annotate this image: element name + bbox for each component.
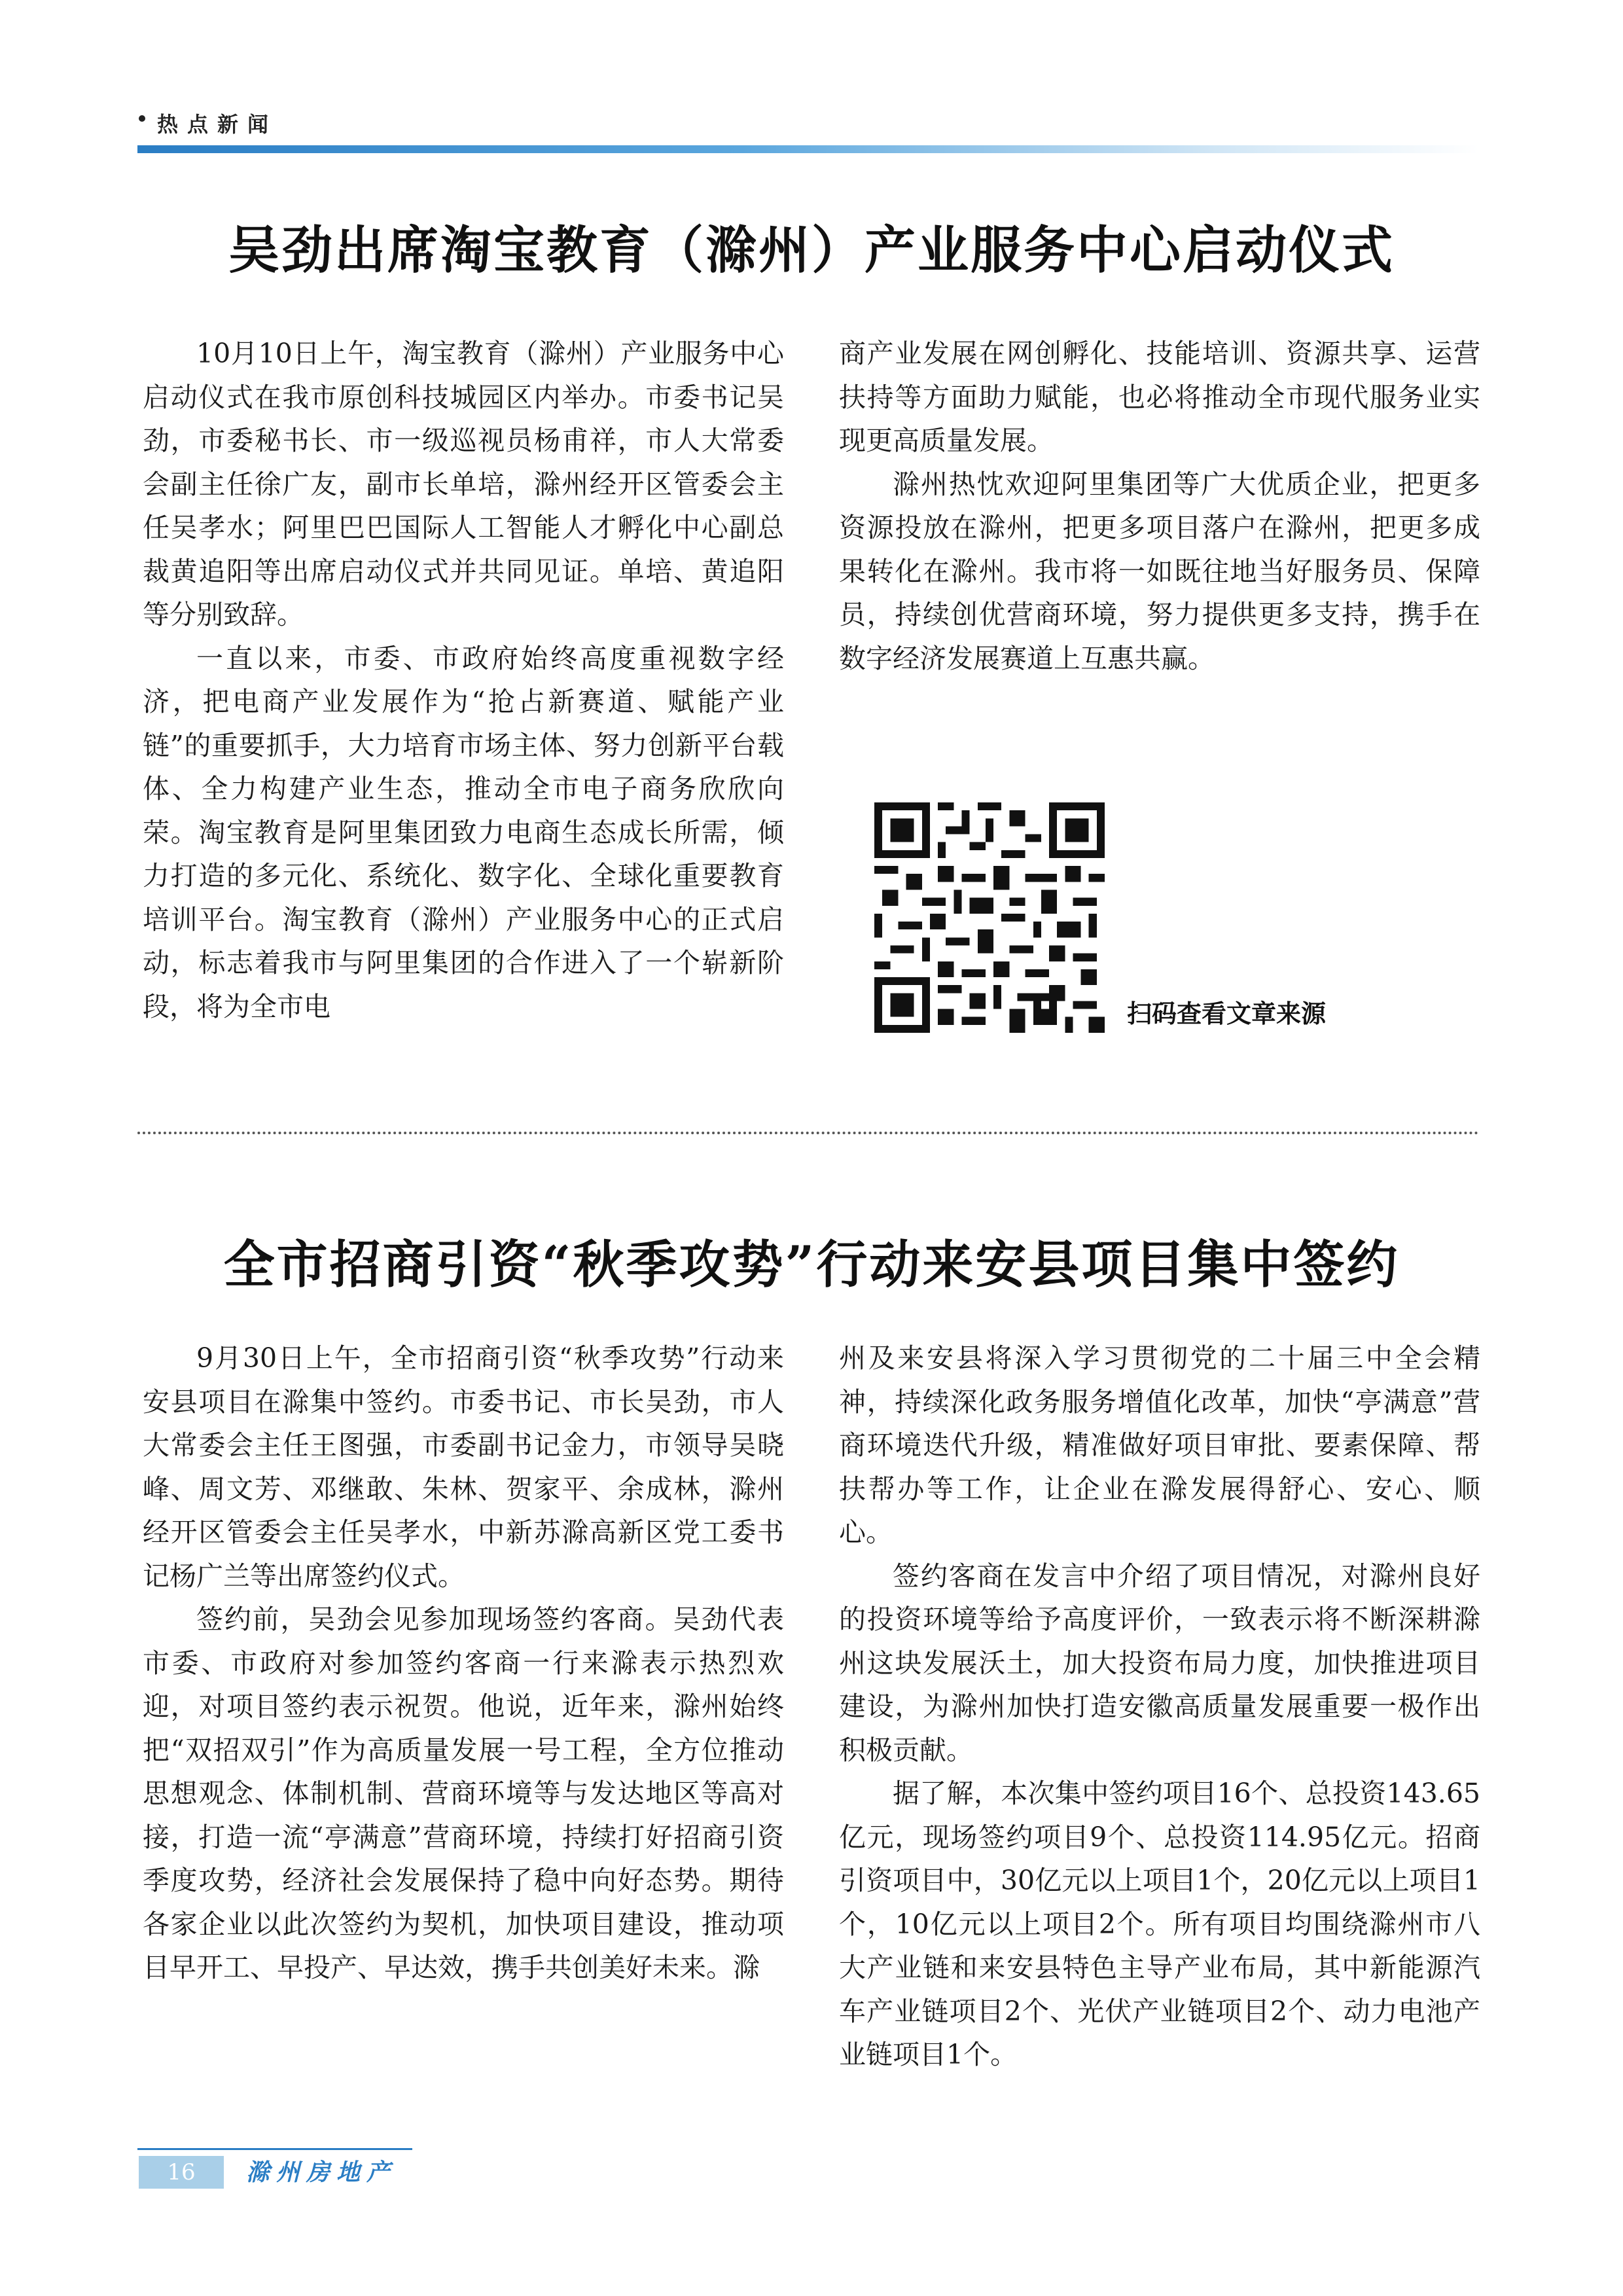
article1-paragraph: 一直以来，市委、市政府始终高度重视数字经济，把电商产业发展作为“抢占新赛道、赋能产业链”的重要抓手，大力培育市场主体、努力创新平台载体、全力构建产业生态，推动全市电子商务欣欣向荣。淘宝教育是阿里集团致力电商生态成长所需，倾力打造的多元化、系统化、数字化、全球化重要教育培训平台。淘宝教育（滁州）产业服务中心的正式启动，标志着我市与阿里集团的合作进入了一个崭新阶段，将为全市电: [143, 642, 784, 1022]
footer-rule: [137, 2148, 412, 2150]
article2-paragraph: 签约前，吴劲会见参加现场签约客商。吴劲代表市委、市政府对参加签约客商一行来滁表示热烈欢迎，对项目签约表示祝贺。他说，近年来，滁州始终把“双招双引”作为高质量发展一号工程，全方位推动思想观念、体制机制、营商环境等与发达地区等高对接，打造一流“亭满意”营商环境，持续打好招商引资季度攻势，经济社会发展保持了稳中向好态势。期待各家企业以此次签约为契机，加快项目建设，推动项目早开工、早投产、早达效，携手共创美好未来。滁: [143, 1604, 784, 1983]
article2-left-column: [143, 1336, 784, 1990]
article2-title: 全市招商引资“秋季攻势”行动来安县项目集中签约: [223, 1235, 1400, 1295]
article2-paragraph: 签约客商在发言中介绍了项目情况，对滁州良好的投资环境等给予高度评价，一致表示将不断深耕滁州这块发展沃土，加大投资布局力度，加快推进项目建设，为滁州加快打造安徽高质量发展重要一极作出积极贡献。: [839, 1560, 1480, 1766]
article2-paragraph: 据了解，本次集中签约项目16个、总投资143.65亿元，现场签约项目9个、总投资114.95亿元。招商引资项目中，30亿元以上项目1个，20亿元以上项目1个，10亿元以上项目2个。所有项目均围绕滁州市八大产业链和来安县特色主导产业布局，其中新能源汽车产业链项目2个、光伏产业链项目2个、动力电池产业链项目1个。: [839, 1778, 1480, 2070]
article-divider: [137, 1132, 1479, 1134]
article1-continuation: 商产业发展在网创孵化、技能培训、资源共享、运营扶持等方面助力赋能，也必将推动全市现代服务业实现更高质量发展。: [839, 338, 1480, 456]
section-label: 热点新闻: [157, 112, 278, 137]
article2-right-column: [839, 1336, 1480, 2077]
article2-continuation: 州及来安县将深入学习贯彻党的二十届三中全会精神，持续深化政务服务增值化改革，加快“亭满意”营商环境迭代升级，精准做好项目审批、要素保障、帮扶帮办等工作，让企业在滁发展得舒心、安心、顺心。: [839, 1342, 1480, 1548]
journal-name: 滁州房地产: [246, 2159, 397, 2186]
qr-code[interactable]: [874, 802, 1105, 1033]
article2-paragraph: 9月30日上午，全市招商引资“秋季攻势”行动来安县项目在滁集中签约。市委书记、市长吴劲，市人大常委会主任王图强，市委副书记金力，市领导吴晓峰、周文芳、邓继敢、朱林、贺家平、余成林，滁州经开区管委会主任吴孝水，中新苏滁高新区党工委书记杨广兰等出席签约仪式。: [143, 1342, 784, 1592]
article1-right-column: [839, 332, 1480, 680]
article1-paragraph: 10月10日上午，淘宝教育（滁州）产业服务中心启动仪式在我市原创科技城园区内举办。市委书记吴劲，市委秘书长、市一级巡视员杨甫祥，市人大常委会副主任徐广友，副市长单培，滁州经开区管委会主任吴孝水；阿里巴巴国际人工智能人才孵化中心副总裁黄追阳等出席启动仪式并共同见证。单培、黄追阳等分别致辞。: [143, 338, 784, 630]
qr-caption: 扫码查看文章来源: [1127, 999, 1327, 1028]
header-rule: [137, 145, 1479, 153]
page-number: 16: [139, 2156, 224, 2189]
article1-paragraph: 滁州热忱欢迎阿里集团等广大优质企业，把更多资源投放在滁州，把更多项目落户在滁州，把更多成果转化在滁州。我市将一如既往地当好服务员、保障员，持续创优营商环境，努力提供更多支持，携手在数字经济发展赛道上互惠共赢。: [839, 468, 1480, 674]
article1-left-column: [143, 332, 784, 1028]
article1-title: 吴劲出席淘宝教育（滁州）产业服务中心启动仪式: [228, 221, 1395, 280]
header-bullet: [139, 115, 145, 122]
